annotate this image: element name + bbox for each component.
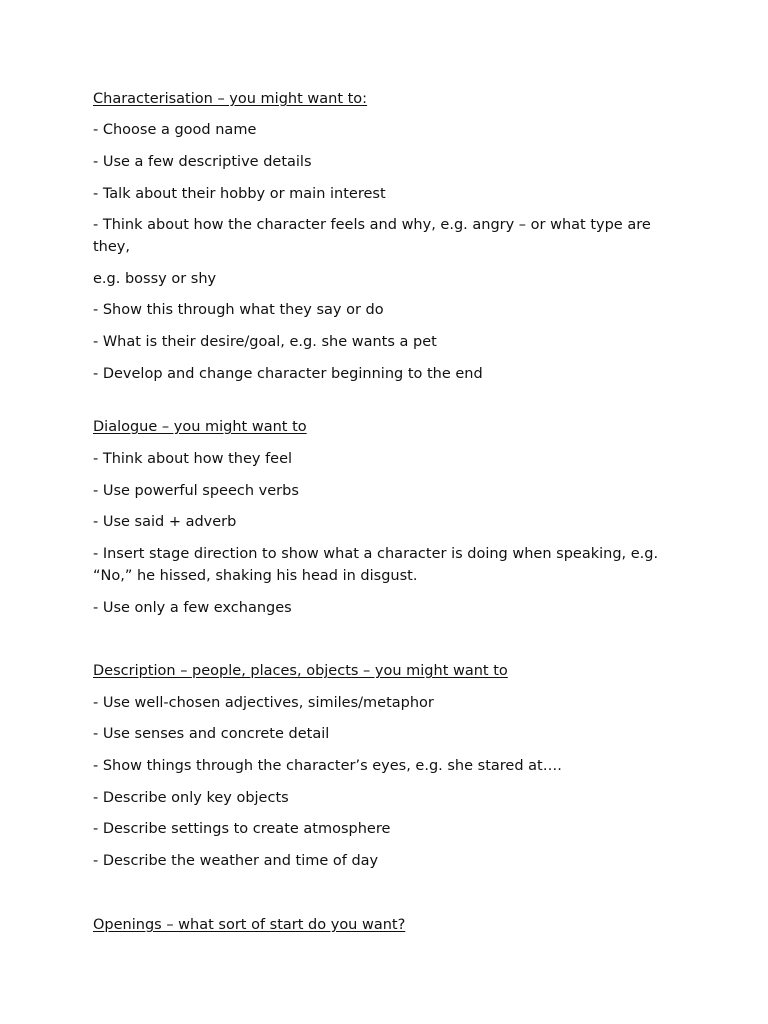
list-item: - Think about how they feel (93, 451, 293, 467)
list-item: e.g. bossy or shy (93, 271, 217, 287)
characterisation-heading: Characterisation – you might want to: (93, 91, 368, 107)
list-item: - Choose a good name (93, 122, 257, 138)
list-item: - Develop and change character beginning to the end (93, 366, 483, 382)
list-item: - Think about how the character feels and why, e.g. angry – or what type are they, (93, 217, 651, 255)
list-item: - Use senses and concrete detail (93, 726, 330, 742)
list-item: - Use said + adverb (93, 514, 237, 530)
list-item: - Describe settings to create atmosphere (93, 821, 391, 837)
list-item: - Talk about their hobby or main interest (93, 186, 386, 202)
list-item: - Describe the weather and time of day (93, 853, 379, 869)
openings-heading: Openings – what sort of start do you want? (93, 917, 406, 933)
list-item: - Describe only key objects (93, 790, 289, 806)
list-item: - Use only a few exchanges (93, 600, 292, 616)
list-item: - Show this through what they say or do (93, 302, 384, 318)
list-item: - Show things through the character’s eyes, e.g. she stared at…. (93, 758, 562, 774)
list-item: - Use a few descriptive details (93, 154, 312, 170)
list-item: - Insert stage direction to show what a character is doing when speaking, e.g. “No,” he hissed, shaking his head in disgust. (93, 546, 659, 584)
list-item: - Use powerful speech verbs (93, 483, 299, 499)
description-heading: Description – people, places, objects – you might want to (93, 663, 508, 679)
dialogue-heading: Dialogue – you might want to (93, 419, 307, 435)
list-item: - Use well-chosen adjectives, similes/metaphor (93, 695, 434, 711)
list-item: - What is their desire/goal, e.g. she wants a pet (93, 334, 437, 350)
